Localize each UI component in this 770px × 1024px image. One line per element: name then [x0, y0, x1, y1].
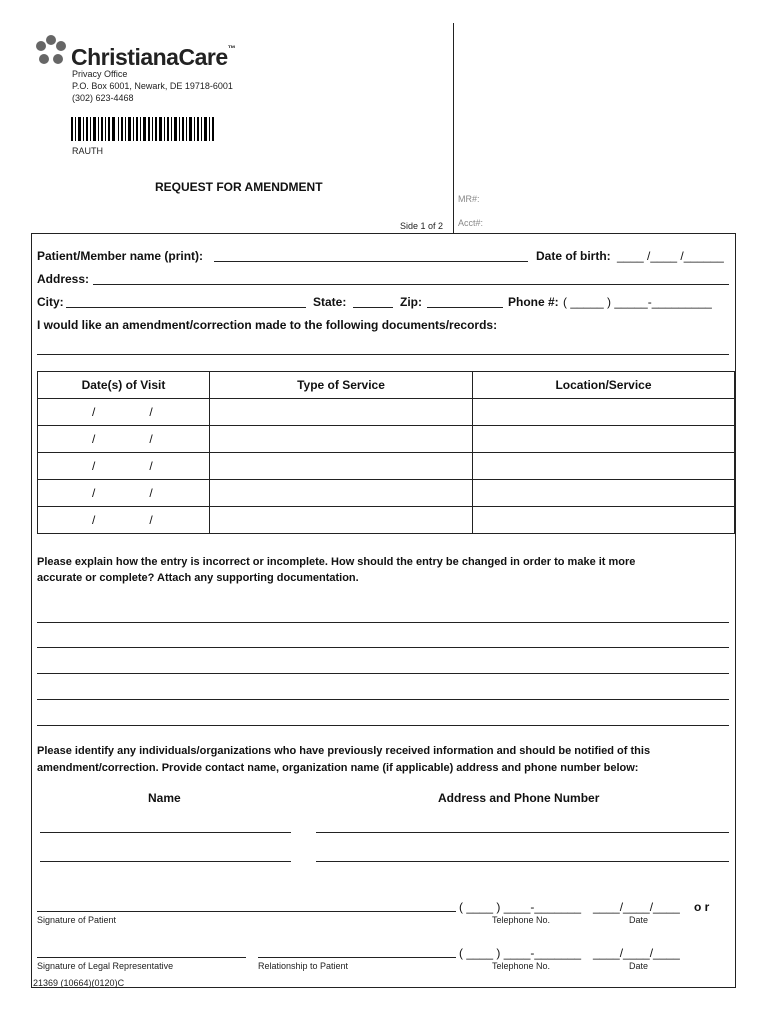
amend-prompt: I would like an amendment/correction made to the following documents/records:: [37, 318, 498, 332]
contact-name-line[interactable]: [40, 861, 291, 862]
state-field[interactable]: [353, 307, 393, 308]
explain-prompt-line1: Please explain how the entry is incorrect or incomplete. How should the entry be changed in order to make it more: [37, 556, 636, 568]
contact-address-header: Address and Phone Number: [438, 791, 600, 805]
city-label: City:: [37, 295, 64, 309]
phone-label: Phone #:: [508, 295, 559, 309]
date-cell[interactable]: [38, 426, 210, 453]
col-service-type: Type of Service: [210, 372, 473, 399]
table-row: [38, 426, 735, 453]
city-field[interactable]: [66, 307, 306, 308]
address-field[interactable]: [93, 284, 729, 285]
mr-label: MR#:: [458, 194, 480, 204]
date-cell[interactable]: [38, 453, 210, 480]
explain-line[interactable]: [37, 647, 729, 648]
location-cell[interactable]: [473, 426, 735, 453]
visits-table: [37, 371, 735, 534]
date-cell[interactable]: [38, 507, 210, 534]
explain-line[interactable]: [37, 725, 729, 726]
form-title: REQUEST FOR AMENDMENT: [155, 180, 323, 194]
amend-line[interactable]: [37, 354, 729, 355]
patient-name-field[interactable]: [214, 261, 528, 262]
form-border: [31, 233, 736, 988]
patient-date-field[interactable]: ____/____/____: [593, 900, 680, 914]
address-label: Address:: [37, 272, 90, 286]
service-cell[interactable]: [210, 453, 473, 480]
legal-date-field[interactable]: ____/____/____: [593, 946, 680, 960]
zip-label: Zip:: [400, 295, 422, 309]
date-slash: /: [92, 459, 96, 473]
table-header-row: [38, 372, 735, 399]
signature-patient-label: Signature of Patient: [37, 915, 117, 925]
service-cell[interactable]: [210, 507, 473, 534]
office-address: P.O. Box 6001, Newark, DE 19718-6001: [72, 81, 233, 91]
service-cell[interactable]: [210, 480, 473, 507]
barcode: [71, 117, 214, 141]
table-row: [38, 399, 735, 426]
brand-name: ChristianaCare™: [71, 44, 236, 70]
or-label: o r: [694, 900, 710, 914]
contact-address-line[interactable]: [316, 861, 729, 862]
phone-field[interactable]: ( _____ ) _____-_________: [563, 295, 712, 309]
state-label: State:: [313, 295, 347, 309]
side-indicator: Side 1 of 2: [400, 221, 444, 231]
explain-line[interactable]: [37, 699, 729, 700]
legal-signature-line[interactable]: [37, 957, 246, 958]
date-slash: /: [149, 486, 153, 500]
service-cell[interactable]: [210, 426, 473, 453]
trademark-mark: ™: [227, 44, 236, 53]
form-code: 21369 (10664)(0120)C: [33, 978, 125, 988]
date-slash: /: [92, 405, 96, 419]
col-location: Location/Service: [473, 372, 735, 399]
date-slash: /: [92, 513, 96, 527]
patient-name-label: Patient/Member name (print):: [37, 249, 204, 263]
col-dates: Date(s) of Visit: [38, 372, 210, 399]
date-slash: /: [92, 486, 96, 500]
contact-name-header: Name: [148, 791, 181, 805]
dob-label: Date of birth:: [536, 249, 611, 263]
table-row: [38, 507, 735, 534]
patient-signature-line[interactable]: [37, 911, 456, 912]
location-cell[interactable]: [473, 507, 735, 534]
explain-prompt-line2: accurate or complete? Attach any supporting documentation.: [37, 572, 359, 584]
date-slash: /: [149, 513, 153, 527]
date-slash: /: [92, 432, 96, 446]
christianacare-logo-icon: [34, 34, 68, 68]
contact-address-line[interactable]: [316, 832, 729, 833]
table-row: [38, 480, 735, 507]
dob-field[interactable]: ____ /____ /______: [617, 249, 724, 263]
contact-name-line[interactable]: [40, 832, 291, 833]
date-cell[interactable]: [38, 399, 210, 426]
notify-prompt-line2: amendment/correction. Provide contact name, organization name (if applicable) address and phone number below:: [37, 762, 639, 774]
relationship-line[interactable]: [258, 957, 456, 958]
date-cell[interactable]: [38, 480, 210, 507]
relationship-label: Relationship to Patient: [258, 961, 349, 971]
location-cell[interactable]: [473, 480, 735, 507]
location-cell[interactable]: [473, 399, 735, 426]
notify-prompt-line1: Please identify any individuals/organizations who have previously received information and should be notified of this: [37, 745, 651, 757]
date-label: Date: [629, 961, 649, 971]
header-divider: [453, 23, 454, 233]
zip-field[interactable]: [427, 307, 503, 308]
date-slash: /: [149, 405, 153, 419]
privacy-office: Privacy Office: [72, 69, 128, 79]
acct-label: Acct#:: [458, 218, 484, 228]
signature-legal-label: Signature of Legal Representative: [37, 961, 174, 971]
telephone-label: Telephone No.: [492, 961, 551, 971]
office-phone: (302) 623-4468: [72, 93, 134, 103]
date-slash: /: [149, 432, 153, 446]
explain-line[interactable]: [37, 622, 729, 623]
date-slash: /: [149, 459, 153, 473]
explain-line[interactable]: [37, 673, 729, 674]
telephone-label: Telephone No.: [492, 915, 551, 925]
table-row: [38, 453, 735, 480]
barcode-text: RAUTH: [72, 146, 103, 156]
date-label: Date: [629, 915, 649, 925]
location-cell[interactable]: [473, 453, 735, 480]
service-cell[interactable]: [210, 399, 473, 426]
legal-phone-field[interactable]: ( ____ ) ____-_______: [459, 946, 582, 960]
patient-phone-field[interactable]: ( ____ ) ____-_______: [459, 900, 582, 914]
